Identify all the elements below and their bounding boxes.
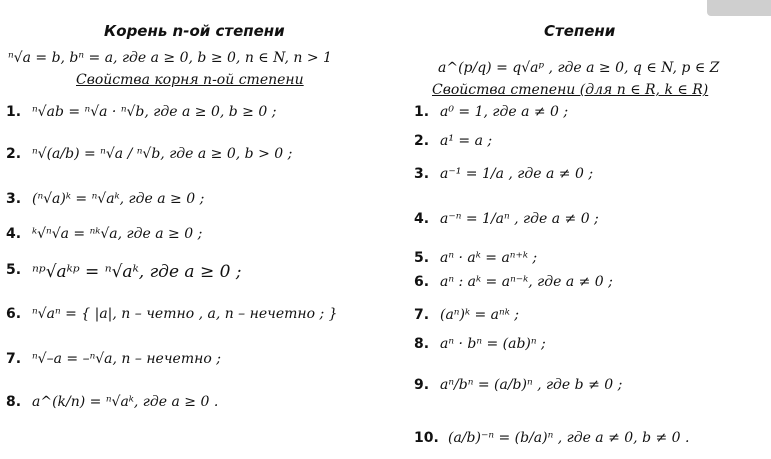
property-number: 6.	[6, 306, 22, 322]
property-number: 3.	[6, 191, 22, 207]
property-formula: (aⁿ)ᵏ = aⁿᵏ ;	[440, 307, 519, 323]
powers-title: Степени	[544, 22, 616, 40]
property-number: 3.	[414, 166, 430, 182]
property-formula: a⁻ⁿ = 1/aⁿ , где a ≠ 0 ;	[440, 211, 599, 227]
property-number: 8.	[6, 394, 22, 410]
property-formula: ᵏ√ⁿ√a = ⁿᵏ√a, где a ≥ 0 ;	[32, 226, 203, 242]
property-number: 1.	[414, 104, 430, 120]
root-title: Корень n-ой степени	[104, 22, 285, 40]
property-number: 8.	[414, 336, 430, 352]
property-number: 9.	[414, 377, 430, 393]
property-formula: ⁿ√(a/b) = ⁿ√a / ⁿ√b, где a ≥ 0, b > 0 ;	[32, 146, 293, 162]
corner-tab	[707, 0, 771, 16]
property-number: 7.	[6, 351, 22, 367]
property-formula: aⁿ : aᵏ = aⁿ⁻ᵏ, где a ≠ 0 ;	[440, 274, 613, 290]
property-formula: aⁿ/bⁿ = (a/b)ⁿ , где b ≠ 0 ;	[440, 377, 623, 393]
property-formula: a⁰ = 1, где a ≠ 0 ;	[440, 104, 569, 120]
property-formula: aⁿ · aᵏ = aⁿ⁺ᵏ ;	[440, 250, 538, 266]
property-number: 5.	[414, 250, 430, 266]
property-number: 7.	[414, 307, 430, 323]
property-formula: ⁿᵖ√aᵏᵖ = ⁿ√aᵏ, где a ≥ 0 ;	[32, 262, 242, 282]
property-number: 2.	[414, 133, 430, 149]
property-formula: a⁻¹ = 1/a , где a ≠ 0 ;	[440, 166, 594, 182]
property-formula: ⁿ√ab = ⁿ√a · ⁿ√b, где a ≥ 0, b ≥ 0 ;	[32, 104, 277, 120]
property-formula: a¹ = a ;	[440, 133, 493, 149]
powers-definition: a^(p/q) = q√aᵖ , где a ≥ 0, q ∈ N, p ∈ Z	[438, 60, 720, 76]
root-definition: ⁿ√a = b, bⁿ = a, где a ≥ 0, b ≥ 0, n ∈ N, n > 1	[8, 50, 332, 66]
property-formula: aⁿ · bⁿ = (ab)ⁿ ;	[440, 336, 546, 352]
property-number: 10.	[414, 430, 439, 446]
property-number: 1.	[6, 104, 22, 120]
property-number: 4.	[6, 226, 22, 242]
property-formula: ⁿ√–a = –ⁿ√a, n – нечетно ;	[32, 351, 221, 367]
property-number: 2.	[6, 146, 22, 162]
property-number: 4.	[414, 211, 430, 227]
property-formula: a^(k/n) = ⁿ√aᵏ, где a ≥ 0 .	[32, 394, 219, 410]
property-formula: (ⁿ√a)ᵏ = ⁿ√aᵏ, где a ≥ 0 ;	[32, 191, 205, 207]
property-formula: ⁿ√aⁿ = { |a|, n – четно , a, n – нечетно ; }	[32, 306, 338, 322]
property-formula: (a/b)⁻ⁿ = (b/a)ⁿ , где a ≠ 0, b ≠ 0 .	[448, 430, 690, 446]
powers-properties-subtitle: Свойства степени (для n ∈ R, k ∈ R)	[432, 82, 709, 98]
root-properties-subtitle: Свойства корня n-ой степени	[76, 72, 304, 88]
property-number: 6.	[414, 274, 430, 290]
property-number: 5.	[6, 262, 22, 278]
